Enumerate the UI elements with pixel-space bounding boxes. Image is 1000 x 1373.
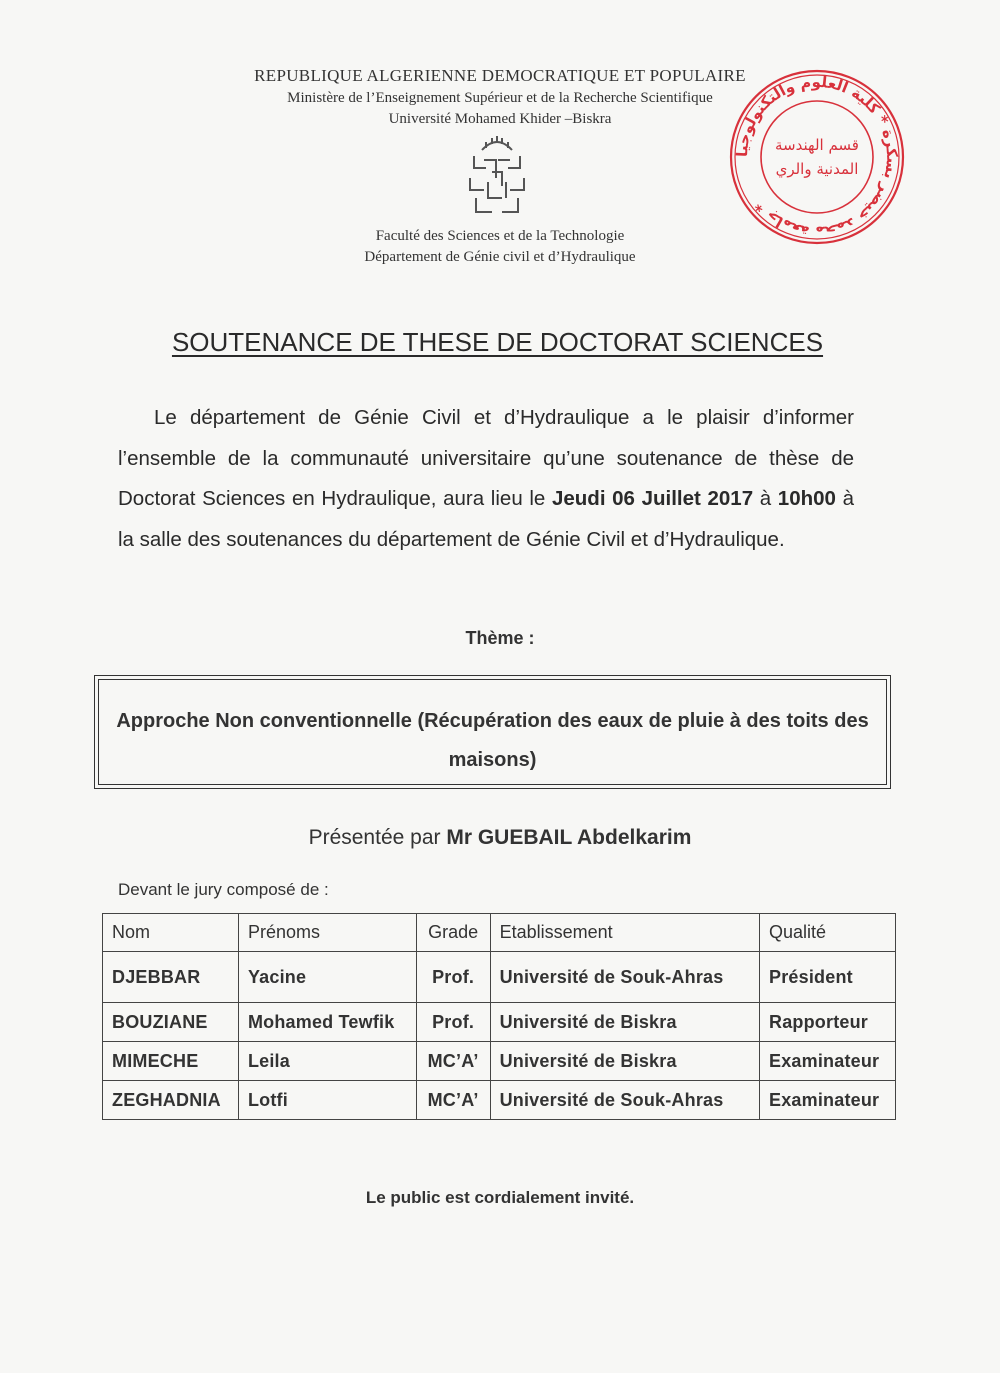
jury-nom: BOUZIANE (103, 1003, 239, 1042)
department-header: Département de Génie civil et d’Hydraulique (364, 249, 636, 265)
announcement-part2: à (753, 487, 778, 510)
university-logo (462, 132, 532, 218)
jury-grade: Prof. (416, 1003, 490, 1042)
jury-nom: ZEGHADNIA (103, 1081, 239, 1120)
stamp-inner-line2: المدنية والري (775, 160, 859, 178)
theme-text: Approche Non conventionnelle (Récupération des eaux de pluie à des toits des maisons) (116, 710, 869, 771)
jury-qualite: Rapporteur (760, 1003, 896, 1042)
table-row (103, 952, 896, 1003)
presenter-line (200, 826, 800, 850)
faculty-header: Faculté des Sciences et de la Technologie (375, 228, 625, 244)
jury-nom: DJEBBAR (103, 952, 239, 1003)
jury-etablissement: Université de Souk-Ahras (490, 952, 759, 1003)
defense-time: 10h00 (777, 487, 836, 510)
header-prenoms: Prénoms (238, 914, 416, 952)
jury-grade: Prof. (416, 952, 490, 1003)
jury-table-header (103, 914, 896, 952)
jury-etablissement: Université de Biskra (490, 1042, 759, 1081)
header-etablissement: Etablissement (490, 914, 759, 952)
jury-prenom: Mohamed Tewfik (238, 1003, 416, 1042)
header-grade: Grade (416, 914, 490, 952)
jury-prenom: Lotfi (238, 1081, 416, 1120)
svg-text:جامعة محمد خيضر بسكرة * كلية ا (733, 73, 901, 241)
presenter-name: Mr GUEBAIL Abdelkarim (446, 826, 692, 849)
announcement-paragraph (118, 398, 854, 560)
jury-qualite: Examinateur (760, 1081, 896, 1120)
university-header: Université Mohamed Khider –Biskra (388, 111, 612, 127)
jury-qualite: Président (760, 952, 896, 1003)
presenter-prefix: Présentée par (308, 826, 447, 849)
table-row (103, 1003, 896, 1042)
theme-box (94, 675, 891, 789)
ministry-header: Ministère de l’Enseignement Supérieur et de la Recherche Scientifique (287, 90, 713, 106)
theme-label: Thème : (465, 628, 535, 648)
document-title (140, 327, 855, 358)
announcement-part3: à la salle des soutenances du département de Génie Civil et d’Hydraulique. (118, 487, 854, 551)
jury-table (102, 913, 896, 1120)
jury-qualite: Examinateur (760, 1042, 896, 1081)
header-nom: Nom (103, 914, 239, 952)
stamp-inner-line1: قسم الهندسة (775, 136, 859, 154)
announcement-part1: Le département de Génie Civil et d’Hydraulique a le plaisir d’informer l’ensemble de la communauté universitaire qu’une soutenance de thèse de Doctorat Sciences en Hydraulique, aura lieu le (118, 406, 854, 510)
jury-etablissement: Université de Biskra (490, 1003, 759, 1042)
jury-nom: MIMECHE (103, 1042, 239, 1081)
header-qualite: Qualité (760, 914, 896, 952)
jury-grade: MC’A’ (416, 1042, 490, 1081)
jury-grade: MC’A’ (416, 1081, 490, 1120)
stamp-ring-text: جامعة محمد خيضر بسكرة * كلية العلوم والتكنولوجيا * (732, 72, 902, 242)
jury-prenom: Yacine (238, 952, 416, 1003)
official-stamp (725, 68, 909, 246)
jury-etablissement: Université de Souk-Ahras (490, 1081, 759, 1120)
table-row (103, 1081, 896, 1120)
jury-intro: Devant le jury composé de : (118, 880, 329, 899)
republic-header: REPUBLIQUE ALGERIENNE DEMOCRATIQUE ET POPULAIRE (254, 66, 746, 85)
document-title-text: SOUTENANCE DE THESE DE DOCTORAT SCIENCES (171, 327, 824, 357)
closing-invitation: Le public est cordialement invité. (365, 1188, 635, 1207)
defense-date: Jeudi 06 Juillet 2017 (551, 487, 754, 510)
table-row (103, 1042, 896, 1081)
theme-box-inner (98, 679, 887, 785)
jury-prenom: Leila (238, 1042, 416, 1081)
